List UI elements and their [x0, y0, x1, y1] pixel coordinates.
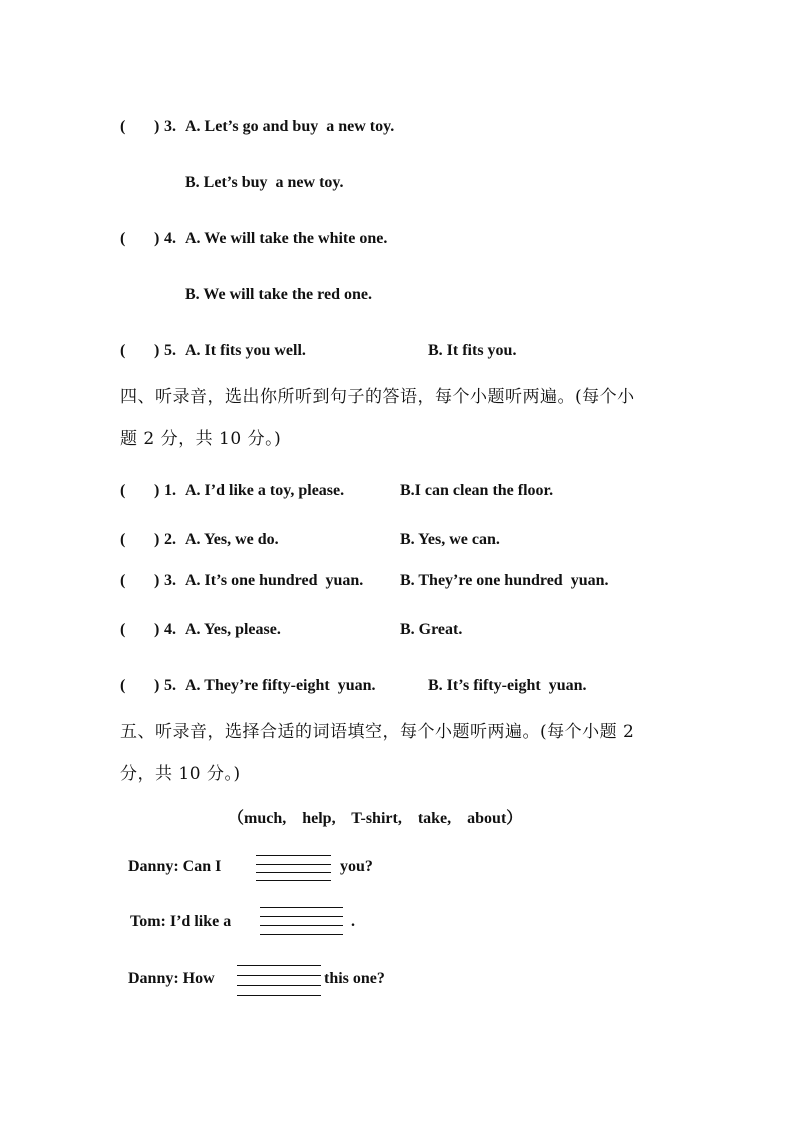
answer-paren-close: ): [154, 118, 160, 135]
question-number: 5.: [164, 677, 176, 694]
answer-paren-close: ): [154, 230, 160, 247]
option-b: B. We will take the red one.: [185, 286, 372, 303]
answer-paren-close: ): [154, 531, 160, 548]
question-number: 3.: [164, 572, 176, 589]
option-b: B.I can clean the floor.: [400, 482, 554, 499]
answer-blank[interactable]: [260, 907, 343, 935]
option-a: A. I’d like a toy, please.: [185, 482, 345, 499]
option-a: A. They’re fifty-eight yuan.: [185, 677, 376, 694]
option-a: A. Let’s go and buy a new toy.: [185, 118, 395, 135]
question-number: 4.: [164, 621, 176, 638]
option-b: B. They’re one hundred yuan.: [400, 572, 609, 589]
answer-paren-open[interactable]: (: [120, 531, 126, 548]
question-number: 2.: [164, 531, 176, 548]
question-number: 1.: [164, 482, 176, 499]
answer-paren-open[interactable]: (: [120, 118, 126, 135]
option-b: B. Yes, we can.: [400, 531, 500, 548]
option-a: A. We will take the white one.: [185, 230, 388, 247]
answer-paren-close: ): [154, 482, 160, 499]
word-bank: （much, help, T-shirt, take, about）: [228, 810, 523, 827]
answer-paren-open[interactable]: (: [120, 677, 126, 694]
question-number: 3.: [164, 118, 176, 135]
option-b: B. It fits you.: [428, 342, 517, 359]
dialogue-continuation: .: [351, 913, 355, 930]
answer-paren-close: ): [154, 621, 160, 638]
question-number: 5.: [164, 342, 176, 359]
answer-paren-open[interactable]: (: [120, 342, 126, 359]
question-number: 4.: [164, 230, 176, 247]
option-b: B. Great.: [400, 621, 463, 638]
dialogue-prompt: Tom: I’d like a: [130, 913, 232, 930]
dialogue-continuation: this one?: [324, 970, 385, 987]
section5-title-line2: 分，共 10 分。): [120, 764, 241, 784]
option-a: A. It’s one hundred yuan.: [185, 572, 364, 589]
answer-paren-open[interactable]: (: [120, 482, 126, 499]
answer-paren-open[interactable]: (: [120, 572, 126, 589]
section5-title-line1: 五、听录音，选择合适的词语填空，每个小题听两遍。(每个小题 2: [120, 722, 635, 742]
section4-title-line2: 题 2 分，共 10 分。): [120, 429, 282, 449]
option-b: B. Let’s buy a new toy.: [185, 174, 344, 191]
option-b: B. It’s fifty-eight yuan.: [428, 677, 587, 694]
answer-paren-close: ): [154, 572, 160, 589]
option-a: A. Yes, please.: [185, 621, 281, 638]
option-a: A. Yes, we do.: [185, 531, 279, 548]
answer-paren-close: ): [154, 342, 160, 359]
answer-paren-open[interactable]: (: [120, 230, 126, 247]
option-a: A. It fits you well.: [185, 342, 306, 359]
dialogue-continuation: you?: [340, 858, 373, 875]
answer-paren-open[interactable]: (: [120, 621, 126, 638]
answer-blank[interactable]: [237, 965, 321, 997]
answer-paren-close: ): [154, 677, 160, 694]
dialogue-prompt: Danny: How: [128, 970, 215, 987]
section4-title-line1: 四、听录音，选出你所听到句子的答语，每个小题听两遍。(每个小: [120, 387, 635, 407]
answer-blank[interactable]: [256, 855, 331, 883]
dialogue-prompt: Danny: Can I: [128, 858, 222, 875]
